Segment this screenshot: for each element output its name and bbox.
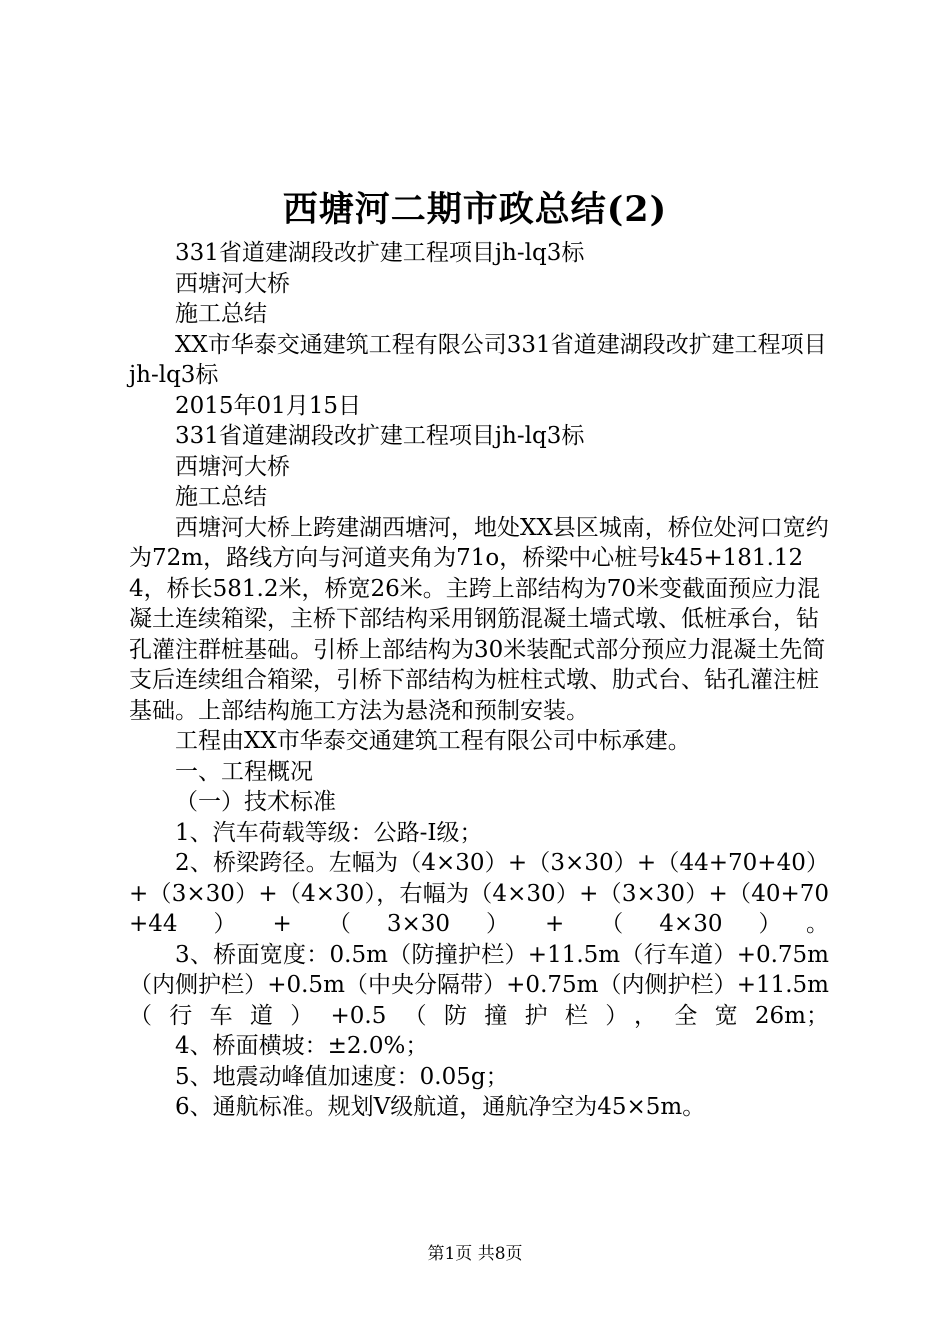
paragraph-date: 2015年01月15日	[175, 392, 362, 419]
item-seismic-acceleration: 5、地震动峰值加速度：0.05g；	[175, 1063, 509, 1090]
paragraph-summary-label-repeat: 施工总结	[175, 484, 267, 510]
paragraph-bridge-description: 西塘河大桥上跨建湖西塘河，地处XX县区城南，桥位处河口宽约为72m，路线方向与河道夹角为71o，桥梁中心桩号k45+181.124，桥长581.2米，桥宽26米。主跨上部结构为70米变截面预应力混凝土连续箱梁，主桥下部结构采用钢筋混凝土墙式墩、低桩承台，钻孔灌注群桩基础。引桥上部结构为30米装配式部分预应力混凝土先简支后连续组合箱梁，引桥下部结构为桩柱式墩、肋式台、钻孔灌注桩基础。上部结构施工方法为悬浇和预制安装。	[129, 514, 829, 724]
paragraph-bridge-name-repeat: 西塘河大桥	[175, 453, 290, 480]
item-cross-slope: 4、桥面横坡：±2.0%；	[175, 1033, 429, 1059]
document-body	[129, 238, 829, 1123]
document-title: 西塘河二期市政总结(2)	[282, 189, 668, 230]
paragraph-company: XX市华泰交通建筑工程有限公司331省道建湖段改扩建工程项目jh-lq3标	[129, 331, 827, 388]
paragraph-contractor: 工程由XX市华泰交通建筑工程有限公司中标承建。	[175, 728, 691, 754]
paragraph-project-name-repeat: 331省道建湖段改扩建工程项目jh-lq3标	[175, 423, 585, 449]
item-bridge-span: 2、桥梁跨径。左幅为（4×30）+（3×30）+（44+70+40）+（3×30）+（4×30），右幅为（4×30）+（3×30）+（40+70+44）+（3×30）+（4×30）。	[129, 850, 829, 937]
item-deck-width: 3、桥面宽度：0.5m（防撞护栏）+11.5m（行车道）+0.75m（内侧护栏）+0.5m（中央分隔带）+0.75m（内侧护栏）+11.5m（行车道）+0.5（防撞护栏），全宽26m；	[129, 941, 829, 1029]
page-number-footer: 第1页 共8页	[427, 1244, 523, 1264]
heading-project-overview: 一、工程概况	[175, 758, 313, 785]
paragraph-bridge-name: 西塘河大桥	[175, 270, 290, 297]
item-vehicle-load: 1、汽车荷载等级：公路-Ⅰ级；	[175, 819, 483, 846]
heading-technical-standards: （一）技术标准	[175, 789, 336, 815]
item-navigation-standard: 6、通航标准。规划Ⅴ级航道，通航净空为45×5m。	[175, 1094, 706, 1120]
paragraph-summary-label: 施工总结	[175, 301, 267, 327]
paragraph-project-name: 331省道建湖段改扩建工程项目jh-lq3标	[175, 240, 585, 266]
